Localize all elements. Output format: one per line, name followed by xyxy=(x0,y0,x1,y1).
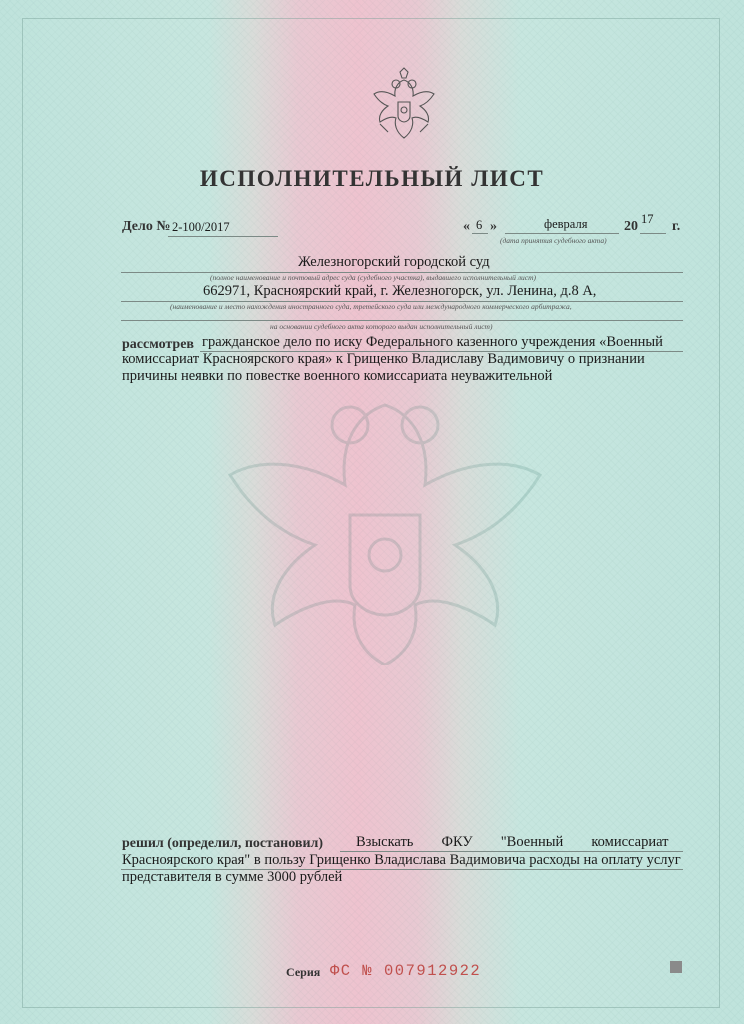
date-close-quote: » xyxy=(490,219,497,234)
document-title: ИСПОЛНИТЕЛЬНЫЙ ЛИСТ xyxy=(199,166,545,191)
date-year-prefix: 20 xyxy=(624,219,638,234)
court-address: 662971, Красноярский край, г. Железногорск, ул. Ленина, д.8 А, xyxy=(203,283,597,299)
date-month: февраля xyxy=(544,217,588,231)
date-day: 6 xyxy=(476,218,483,232)
double-headed-eagle-emblem xyxy=(368,66,440,144)
series-label: Серия xyxy=(286,965,321,979)
case-number-label: Дело № xyxy=(122,219,171,234)
case-number-value: 2-100/2017 xyxy=(172,220,230,234)
considered-line-2: комиссариат Красноярского края» к Грищенко Владиславу Вадимовичу о признании xyxy=(122,351,645,367)
series-number: ФС № 007912922 xyxy=(330,962,482,980)
date-caption: (дата принятия судебного акта) xyxy=(500,236,607,245)
considered-label: рассмотрев xyxy=(122,337,194,352)
court-name: Железногорский городской суд xyxy=(298,254,490,270)
address-caption: (наименование и место нахождения иностранного суда, третейского суда или международного коммерческого арбитража, xyxy=(170,302,572,311)
decided-label: решил (определил, постановил) xyxy=(122,836,324,851)
date-year-unit: г. xyxy=(672,219,681,234)
basis-caption: на основании судебного акта которого выдан исполнительный лист) xyxy=(270,322,493,331)
court-caption: (полное наименование и почтовый адрес суда (судебного участка), выдавшего исполнительный лист) xyxy=(210,273,537,282)
decided-line-3: представителя в сумме 3000 рублей xyxy=(122,869,343,885)
watermark-emblem xyxy=(215,365,555,665)
corner-marker xyxy=(670,961,682,973)
considered-line-1: гражданское дело по иску Федерального казенного учреждения «Военный xyxy=(202,334,663,350)
considered-line-3: причины неявки по повестке военного комиссариата неуважительной xyxy=(122,368,553,384)
date-year-suffix: 17 xyxy=(641,212,654,226)
decided-line-1: Взыскать ФКУ "Военный комиссариат xyxy=(356,834,669,850)
date-open-quote: « xyxy=(463,219,470,234)
decided-line-2: Красноярского края" в пользу Грищенко Владислава Вадимовича расходы на оплату услуг xyxy=(122,852,681,868)
